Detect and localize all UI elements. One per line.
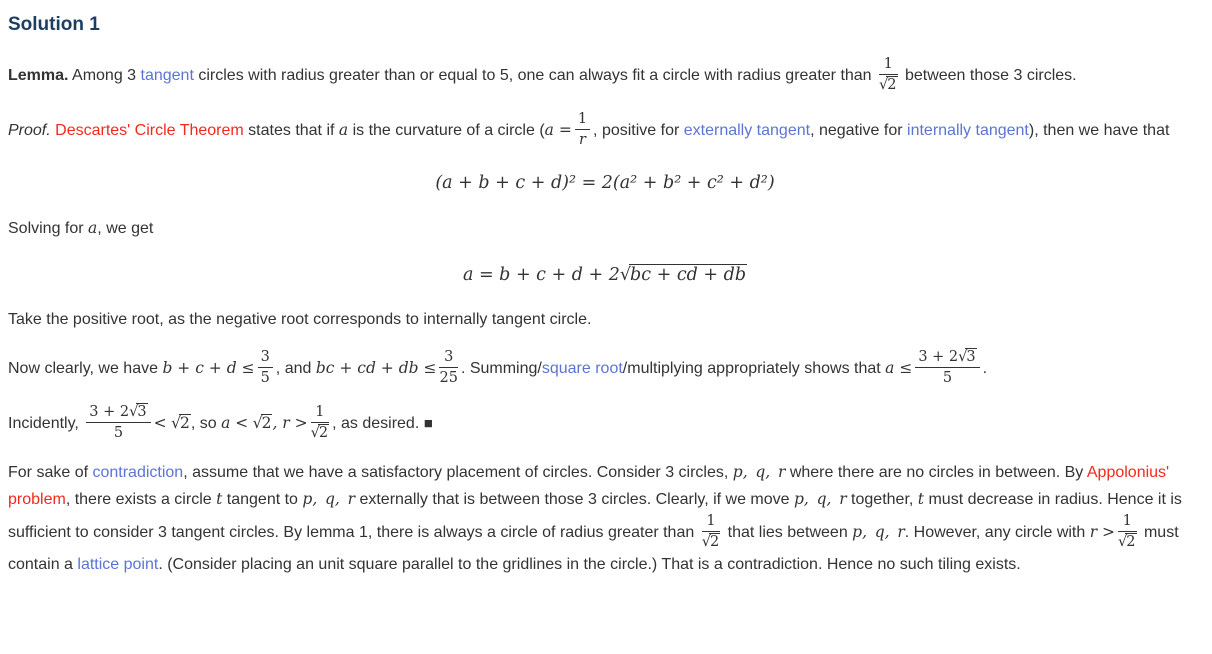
text: , negative for xyxy=(810,122,908,140)
fraction-denominator: √2 xyxy=(879,77,897,94)
math-fraction-1-over-r xyxy=(575,110,590,149)
text: Now clearly, we have xyxy=(8,359,163,377)
text: where there are no circles in between. By xyxy=(785,464,1087,482)
proof-label: Proof. xyxy=(8,122,51,140)
math-bc-cd-db-leq: bc + cd + db ≤ xyxy=(315,358,437,377)
radical-sign: √ xyxy=(701,534,710,551)
text: . However, any circle with xyxy=(904,523,1090,541)
qed-square: ■ xyxy=(423,414,433,432)
final-paragraph xyxy=(8,459,1202,578)
math-fraction-1-over-sqrt2: $\frac{1}{√2}$ xyxy=(310,403,329,441)
math-a-equals: a = xyxy=(544,121,572,140)
text: together, xyxy=(846,491,918,509)
math-r-greater: r > xyxy=(1089,522,1116,541)
text: Solving for xyxy=(8,219,89,237)
text: states that if xyxy=(243,122,339,140)
text: between those 3 circles. xyxy=(900,66,1077,84)
fraction-numerator: 3 + 2√3 xyxy=(86,403,150,423)
text: must contain a xyxy=(8,523,1179,574)
link-descartes-circle-theorem[interactable]: Descartes' Circle Theorem xyxy=(55,122,244,140)
radical-sign: √ xyxy=(310,425,319,441)
radical-sign: √ xyxy=(1118,534,1127,551)
fraction-denominator: r xyxy=(578,132,586,149)
solution-heading: Solution 1 xyxy=(8,14,100,35)
text: Incidently, xyxy=(8,414,84,432)
math-a-leq: a ≤ xyxy=(885,358,913,377)
text: Take the positive root, as the negative root corresponds to internally tangent circle. xyxy=(8,310,592,328)
lemma-paragraph xyxy=(8,56,1202,95)
fraction-denominator: √2 xyxy=(701,534,720,551)
link-externally-tangent[interactable]: externally tangent xyxy=(683,122,811,140)
math-var-t: t xyxy=(216,490,223,509)
text: . Summing/ xyxy=(460,359,542,377)
text: , as desired. xyxy=(332,414,424,432)
radical-sign: √ xyxy=(171,413,180,432)
solving-paragraph xyxy=(8,215,1202,242)
display-equation-descartes: (a + b + c + d)² = 2(a² + b² + c² + d²) xyxy=(435,172,775,193)
link-internally-tangent[interactable]: internally tangent xyxy=(907,122,1029,140)
math-fraction-1-over-sqrt2: $\frac{1}{√2}$ xyxy=(1118,513,1136,551)
link-tangent[interactable]: tangent xyxy=(140,66,194,84)
text: , positive for xyxy=(593,122,684,140)
fraction-numerator: 1 xyxy=(575,110,590,130)
math-less-than: < xyxy=(153,413,167,432)
link-lattice-point[interactable]: lattice point xyxy=(77,556,159,574)
math-fraction-1-over-sqrt2 xyxy=(879,55,897,94)
math-sqrt2: √2 xyxy=(171,413,190,432)
math-a-less-than: a < xyxy=(221,413,249,432)
math-r-greater: , r > xyxy=(272,413,308,432)
math-var-a: a xyxy=(338,121,349,140)
text: , and xyxy=(275,359,316,377)
math-sqrt2: √2 xyxy=(252,413,272,432)
clearly-paragraph xyxy=(8,349,1202,388)
text: must decrease in radius. Hence it is sufficient to consider 3 tangent circles. By lemma 1, there is always a circle of radius greater than xyxy=(8,491,1182,541)
text: , there exists a circle xyxy=(65,491,217,509)
incidently-paragraph xyxy=(8,404,1202,443)
radical-sign: √ xyxy=(252,413,262,432)
text: . xyxy=(982,359,988,377)
text: tangent to xyxy=(222,491,303,509)
math-fraction-3plus2sqrt3-over-5 xyxy=(915,348,979,387)
text: externally that is between those 3 circles. Clearly, if we move xyxy=(355,491,794,509)
text: Among 3 xyxy=(68,66,141,84)
text: , so xyxy=(190,414,222,432)
math-text: a = b + c + d + 2 xyxy=(462,264,620,285)
radical-sign: √ xyxy=(129,403,138,420)
text: is the curvature of a circle ( xyxy=(348,122,545,140)
math-fraction-3-over-25: $\frac{3}{25}$ xyxy=(439,348,458,386)
math-radical xyxy=(620,265,747,285)
fraction-numerator: 3 + 2√3 xyxy=(915,348,979,368)
fraction-denominator: √2 xyxy=(1118,534,1136,551)
text: that lies between xyxy=(723,523,853,541)
math-var-a: a xyxy=(88,218,98,237)
math-fraction-3plus2sqrt3-over-5 xyxy=(86,403,150,442)
radical-sign: √ xyxy=(879,77,888,94)
fraction-denominator: 5 xyxy=(942,369,953,386)
radical-sign: √ xyxy=(619,264,631,285)
lemma-label: Lemma. xyxy=(8,66,69,84)
proof-paragraph xyxy=(8,111,1202,150)
math-fraction-1-over-sqrt2: $\frac{1}{√2}$ xyxy=(701,513,720,551)
fraction-denominator: √2 xyxy=(310,425,329,441)
math-p-q-r: p, q, r xyxy=(302,490,355,509)
math-p-q-r: p, q, r xyxy=(794,490,847,509)
text: ), then we have that xyxy=(1028,122,1170,140)
text: , assume that we have a satisfactory placement of circles. Consider 3 circles, xyxy=(183,464,733,482)
link-square-root[interactable]: square root xyxy=(541,359,623,377)
text: /multiplying appropriately shows that xyxy=(622,359,886,377)
math-var-t: t xyxy=(917,490,925,509)
math-p-q-r: p, q, r xyxy=(852,522,905,541)
take-root-paragraph xyxy=(8,307,1202,333)
text: . (Consider placing an unit square parallel to the gridlines in the circle.) That is a contradiction. Hence no such tiling exists. xyxy=(158,556,1021,574)
text: circles with radius greater than or equal to 5, one can always fit a circle with radius greater than xyxy=(193,66,877,84)
math-fraction-3-over-5: $\frac{3}{5}$ xyxy=(258,348,273,387)
link-contradiction[interactable]: contradiction xyxy=(92,464,184,482)
math-p-q-r: p, q, r xyxy=(732,463,786,482)
text: For sake of xyxy=(8,464,93,482)
link-appolonius-problem[interactable]: Appolonius' problem xyxy=(8,464,1170,509)
math-b-c-d-leq: b + c + d ≤ xyxy=(162,358,255,377)
radical-sign: √ xyxy=(958,348,967,365)
display-equation-solved xyxy=(8,264,1202,285)
text: , we get xyxy=(97,219,154,237)
fraction-numerator: 1 xyxy=(879,55,897,75)
fraction-denominator: 5 xyxy=(113,425,124,441)
radicand: bc + cd + db xyxy=(630,264,747,285)
